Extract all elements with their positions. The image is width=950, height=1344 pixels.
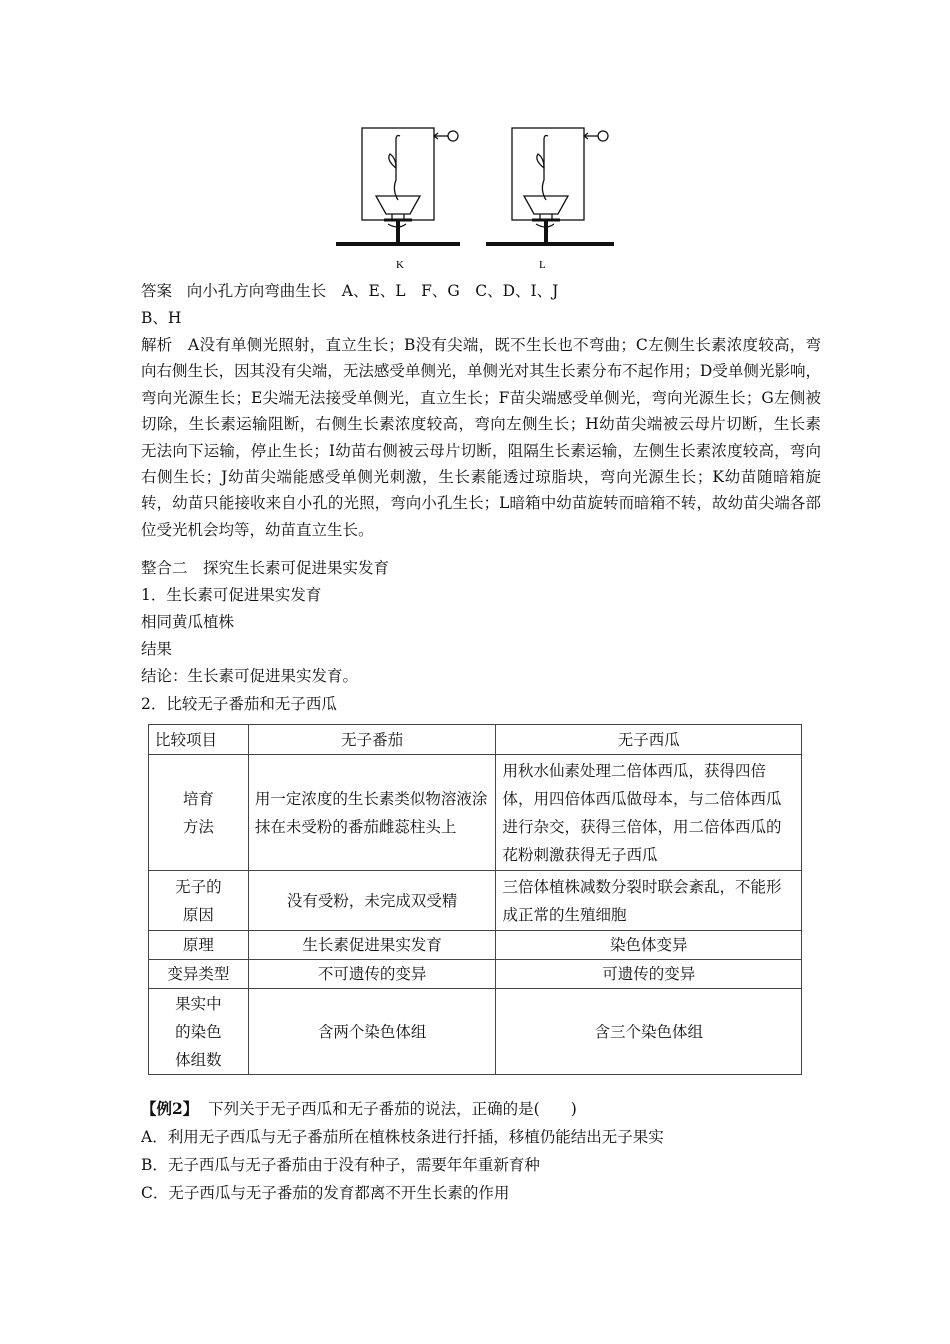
analysis-text: A没有单侧光照射，直立生长；B没有尖端，既不生长也不弯曲；C左侧生长素浓度较高，弯向右侧生长，因其没有尖端，无法感受单侧光，单侧光对其生长素分布不起作用；D受单侧光影响，弯向光源生长；E尖端无法接受单侧光，直立生长；F苗尖端感受单侧光，弯向光源生长；G左侧被切除，生长素运输阻断，右侧生长素浓度较高，弯向左侧生长；H幼苗尖端被云母片切断，生长素无法向下运输，停止生长；I幼苗右侧被云母片切断，阻隔生长素运输，左侧生长素浓度较高，弯向右侧生长；J幼苗尖端能感受单侧光刺激，生长素能透过琼脂块，弯向光源生长；K幼苗随暗箱旋转，幼苗只能接收来自小孔的光照，弯向小孔生长；L暗箱中幼苗旋转而暗箱不转，故幼苗尖端各部位受光机会均等，幼苗直立生长。 [141, 336, 821, 539]
tomato-cell: 没有受粉，未完成双受精 [248, 871, 496, 931]
seedling-rotation-figure [336, 120, 614, 280]
melon-cell: 三倍体植株减数分裂时联会紊乱，不能形成正常的生殖细胞 [496, 871, 802, 931]
section2-item2: 2．比较无子番茄和无子西瓜 [141, 695, 337, 713]
tomato-cell: 用一定浓度的生长素类似物溶液涂抹在未受粉的番茄雌蕊柱头上 [248, 755, 496, 871]
example-option-a: A．利用无子西瓜与无子番茄所在植株枝条进行扦插，移植仍能结出无子果实 [141, 1128, 664, 1146]
table-header-cell: 比较项目 [149, 725, 249, 755]
melon-cell: 含三个染色体组 [496, 989, 802, 1075]
answer-text: 向小孔方向弯曲生长 A、E、L F、G C、D、I、J [186, 282, 559, 300]
row-label: 原理 [149, 931, 249, 960]
melon-cell: 用秋水仙素处理二倍体西瓜，获得四倍体，用四倍体西瓜做母本，与二倍体西瓜进行杂交，获得三倍体，用二倍体西瓜的花粉刺激获得无子西瓜 [496, 755, 802, 871]
example-option-b: B．无子西瓜与无子番茄由于没有种子，需要年年重新育种 [141, 1156, 540, 1174]
figure-label-k: K [396, 259, 404, 271]
example-question-text: 下列关于无子西瓜和无子番茄的说法，正确的是( ) [208, 1100, 577, 1118]
answer-line2: B、H [141, 309, 182, 327]
apparatus-l [486, 128, 614, 244]
analysis-head: 解析 [141, 336, 173, 354]
row-label: 变异类型 [149, 960, 249, 989]
table-row [149, 989, 802, 1075]
apparatus-k [336, 128, 460, 244]
section2-l3: 结论：生长素可促进果实发育。 [141, 667, 359, 685]
example-option-c: C．无子西瓜与无子番茄的发育都离不开生长素的作用 [141, 1184, 510, 1202]
section2-l1: 相同黄瓜植株 [141, 613, 235, 631]
example-tag: 【例2】 [141, 1099, 199, 1118]
section2-l2: 结果 [141, 640, 173, 658]
tomato-cell: 含两个染色体组 [248, 989, 496, 1075]
section2-title: 整合二 探究生长素可促进果实发育 [141, 559, 390, 577]
table-row [149, 931, 802, 960]
analysis-paragraph [141, 332, 821, 543]
comparison-table [148, 724, 802, 1075]
table-header-row [149, 725, 802, 755]
example-question [141, 1096, 577, 1122]
table-row [149, 871, 802, 931]
table-header-cell: 无子西瓜 [496, 725, 802, 755]
table-row [149, 755, 802, 871]
figure-label-l: L [539, 259, 546, 271]
row-label: 无子的 原因 [149, 871, 249, 931]
tomato-cell: 不可遗传的变异 [248, 960, 496, 989]
melon-cell: 染色体变异 [496, 931, 802, 960]
answer-head: 答案 [141, 282, 173, 300]
section2-item1: 1．生长素可促进果实发育 [141, 586, 322, 604]
table-header-cell: 无子番茄 [248, 725, 496, 755]
tomato-cell: 生长素促进果实发育 [248, 931, 496, 960]
table-row [149, 960, 802, 989]
row-label: 果实中 的染色 体组数 [149, 989, 249, 1075]
row-label: 培育 方法 [149, 755, 249, 871]
melon-cell: 可遗传的变异 [496, 960, 802, 989]
answer-line [141, 278, 558, 304]
